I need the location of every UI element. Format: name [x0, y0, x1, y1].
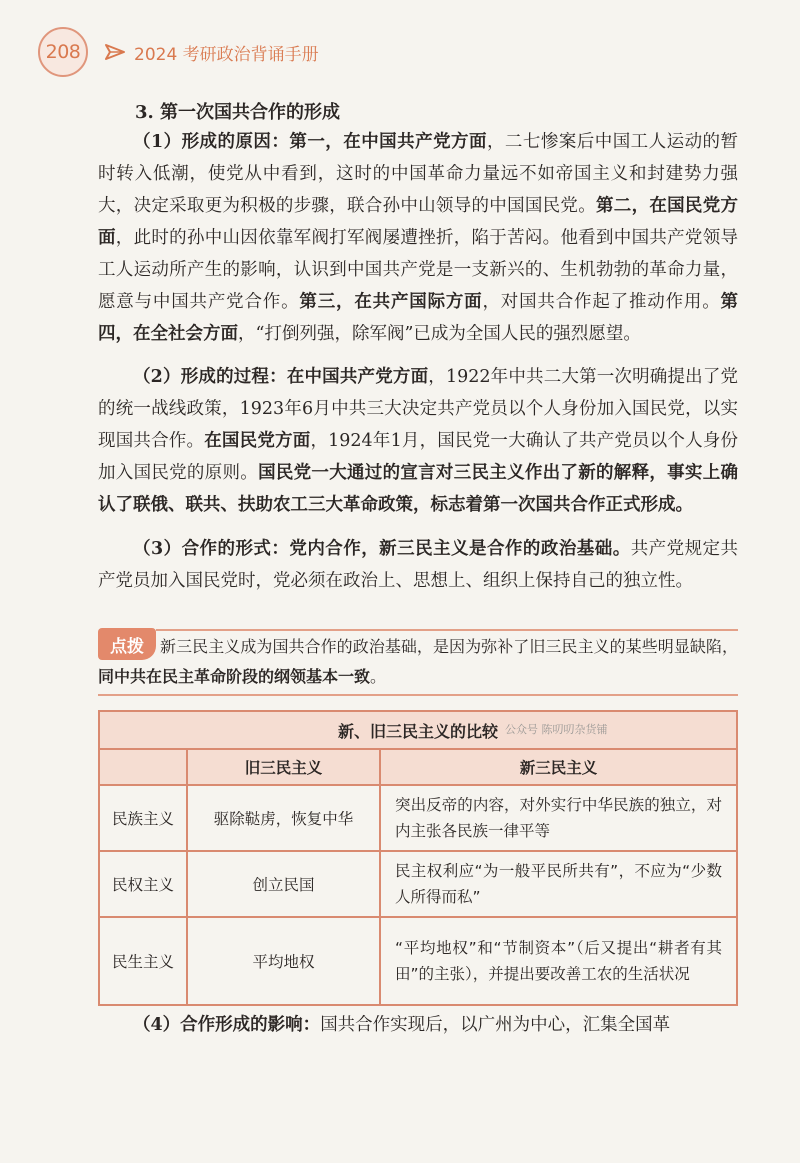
emphasis-text: 在中国共产党方面 — [286, 367, 429, 387]
emphasis-text: 第四，在全社会方面 — [98, 292, 739, 344]
paragraph-label: （1）形成的原因： — [133, 132, 290, 152]
watermark: 公众号 陈叨叨杂货铺 — [505, 723, 608, 736]
body-text: ，“打倒列强，除军阀”已成为全国人民的强烈愿望。 — [238, 324, 641, 344]
row-label: 民权主义 — [99, 851, 187, 917]
emphasis-text: 第一，在中国共产党方面 — [289, 132, 487, 152]
tip-emphasis: 同中共在民主革命阶段的纲领基本一致 — [98, 667, 371, 686]
new-cell: “平均地权”和“节制资本”（后又提出“耕者有其田”的主张），并提出要改善工农的生活状况 — [380, 917, 737, 1005]
old-cell: 驱除鞑虏，恢复中华 — [187, 785, 380, 851]
body-text: ，1924年1月，国民党一大确认了共产党员以个人身份加入国民党的原则。 — [98, 431, 739, 483]
tip-badge: 点拨 — [98, 628, 156, 660]
table-header-old: 旧三民主义 — [187, 749, 380, 785]
old-cell: 创立民国 — [187, 851, 380, 917]
page-number: 208 — [45, 41, 81, 63]
emphasis-text: 第三，在共产国际方面 — [299, 292, 483, 312]
paper-plane-icon — [104, 41, 126, 63]
body-text: ，1922年中共二大第一次明确提出了党的统一战线政策，1923年6月中共三大决定共产党员以个人身份加入国民党，以实现国共合作。 — [98, 367, 739, 451]
paragraph-process — [98, 361, 738, 521]
body-text: 共产党规定共产党员加入国民党时，党必须在政治上、思想上、组织上保持自己的独立性。 — [98, 539, 739, 591]
paragraph-impact — [98, 1009, 738, 1041]
tip-divider-top — [156, 629, 738, 631]
book-title: 2024 考研政治背诵手册 — [134, 44, 319, 65]
tip-box — [98, 628, 738, 692]
paragraph-reasons — [98, 126, 738, 350]
emphasis-text: 在国民党方面 — [204, 431, 311, 451]
new-cell: 突出反帝的内容，对外实行中华民族的独立，对内主张各民族一律平等 — [380, 785, 737, 851]
paragraph-label: （3）合作的形式： — [133, 539, 290, 559]
table-row — [99, 917, 737, 1005]
paragraph-label: （2）形成的过程： — [133, 367, 287, 387]
paragraph-form — [98, 533, 738, 597]
page-number-badge — [38, 27, 88, 77]
body-text: ，二七惨案后中国工人运动的暂时转入低潮，使党从中看到，这时的中国革命力量远不如帝国主义和封建势力强大，决定采取更为积极的步骤，联合孙中山领导的中国国民党。 — [98, 132, 739, 216]
table-row — [99, 851, 737, 917]
old-cell: 平均地权 — [187, 917, 380, 1005]
row-label: 民生主义 — [99, 917, 187, 1005]
section-title: 3. 第一次国共合作的形成 — [135, 102, 341, 123]
table-header-empty — [99, 749, 187, 785]
body-text: ，此时的孙中山因依靠军阀打军阀屡遭挫折，陷于苦闷。他看到中国共产党领导工人运动所产生的影响，认识到中国共产党是一支新兴的、生机勃勃的革命力量，愿意与中国共产党合作。 — [98, 228, 739, 312]
row-label: 民族主义 — [99, 785, 187, 851]
table-header-new: 新三民主义 — [380, 749, 737, 785]
paragraph-label: （4）合作形成的影响： — [133, 1015, 321, 1035]
page-header — [38, 28, 319, 76]
table-caption: 新、旧三民主义的比较 公众号 陈叨叨杂货铺 — [99, 711, 737, 749]
tip-text: 新三民主义成为国共合作的政治基础，是因为弥补了旧三民主义的某些明显缺陷，同中共在民主革命阶段的纲领基本一致。 — [98, 637, 738, 686]
new-cell: 民主权利应“为一般平民所共有”，不应为“少数人所得而私” — [380, 851, 737, 917]
table-row — [99, 785, 737, 851]
body-text: 国共合作实现后，以广州为中心，汇集全国革 — [320, 1015, 671, 1035]
body-text: ，对国共合作起了推动作用。 — [482, 292, 721, 312]
emphasis-text: 第二，在国民党方面 — [98, 196, 738, 248]
emphasis-text: 国民党一大通过的宣言对三民主义作出了新的解释，事实上确认了联俄、联共、扶助农工三大革命政策，标志着第一次国共合作正式形成。 — [98, 463, 739, 515]
comparison-table — [98, 710, 738, 1006]
emphasis-text: 党内合作，新三民主义是合作的政治基础。 — [289, 539, 631, 559]
tip-divider-bottom — [98, 694, 738, 696]
tip-body: 新三民主义成为国共合作的政治基础，是因为弥补了旧三民主义的某些明显缺陷， — [160, 637, 738, 656]
